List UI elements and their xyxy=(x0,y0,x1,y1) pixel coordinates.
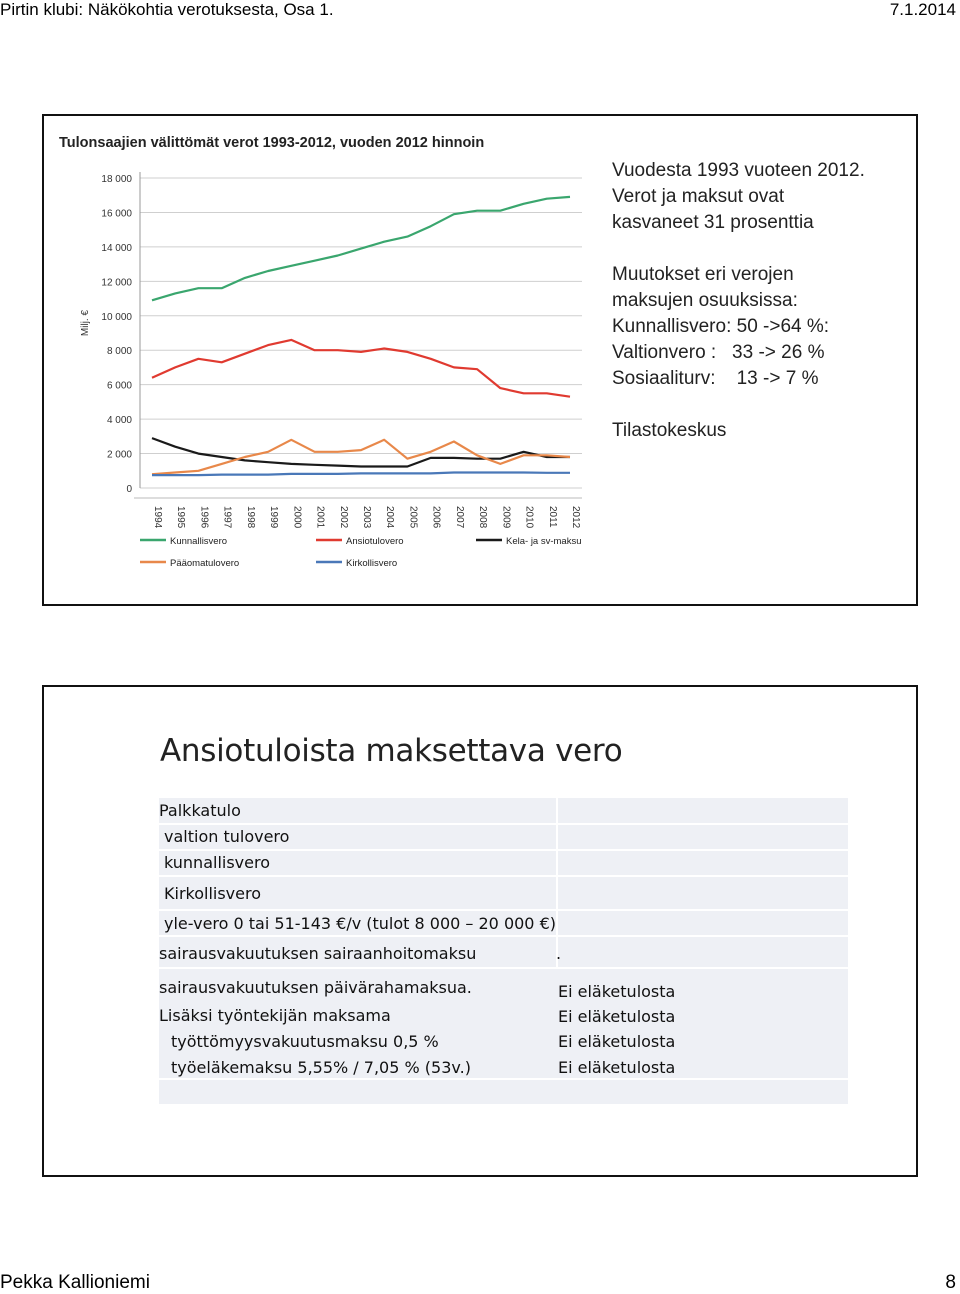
table-row: työttömyysvakuutusmaksu 0,5 % xyxy=(171,1032,439,1051)
table-cell-right: Ei eläketulosta xyxy=(558,1007,676,1026)
x-tick-label: 2009 xyxy=(500,506,512,529)
x-tick-label: 1996 xyxy=(198,506,210,529)
slide-text-line: kasvaneet 31 prosenttia xyxy=(612,212,814,233)
x-tick-label: 2000 xyxy=(291,506,303,529)
x-tick-label: 1994 xyxy=(152,506,163,529)
page-number: 8 xyxy=(945,1272,956,1293)
series-line-2 xyxy=(152,340,570,397)
y-tick-label: 18 000 xyxy=(101,174,132,185)
y-tick-label: 2 000 xyxy=(106,449,132,461)
table-row: sairausvakuutuksen sairaanhoitomaksu xyxy=(159,944,477,963)
slide-text-line: Sosiaaliturv: 13 -> 7 % xyxy=(612,368,819,389)
y-tick-label: 0 xyxy=(126,484,132,495)
y-tick-label: 8 000 xyxy=(106,346,132,358)
y-tick-label: 12 000 xyxy=(101,277,132,289)
y-tick-label: 14 000 xyxy=(101,242,132,254)
x-tick-label: 2011 xyxy=(546,506,558,528)
table-cell-right: Ei eläketulosta xyxy=(558,1058,676,1077)
table-row: työeläkemaksu 5,55% / 7,05 % (53v.) xyxy=(171,1058,471,1077)
x-tick-label: 2001 xyxy=(314,506,326,529)
table-cell-right: Ei eläketulosta xyxy=(558,1032,676,1051)
y-tick-label: 6 000 xyxy=(106,380,132,392)
x-tick-label: 1999 xyxy=(268,506,280,529)
x-tick-label: 1997 xyxy=(221,506,233,529)
chart-title: Tulonsaajien välittömät verot 1993-2012, vuoden 2012 hinnoin xyxy=(59,135,485,151)
legend-label: Kirkollisvero xyxy=(346,558,398,569)
legend-label: Ansiotulovero xyxy=(346,536,404,547)
slide-title: Ansiotuloista maksettava vero xyxy=(160,733,623,769)
line-chart xyxy=(58,158,598,583)
slide-text-line: maksujen osuuksissa: xyxy=(612,290,798,311)
slide-text-line: Verot ja maksut ovat xyxy=(612,186,785,207)
slide-text-line: Valtionvero : 33 -> 26 % xyxy=(612,342,825,363)
table-row: Palkkatulo xyxy=(159,801,241,820)
table-row: valtion tulovero xyxy=(164,827,290,846)
x-tick-label: 2008 xyxy=(477,506,489,529)
x-tick-label: 2007 xyxy=(453,506,465,529)
legend-label: Kela- ja sv-maksu xyxy=(506,536,582,547)
table-row: yle-vero 0 tai 51-143 €/v (tulot 8 000 – 20 000 €) xyxy=(164,914,556,933)
slide-tax-table xyxy=(42,685,918,1177)
x-tick-label: 2010 xyxy=(523,506,535,529)
series-line-5 xyxy=(152,473,570,476)
table-row: kunnallisvero xyxy=(164,853,270,872)
table-row: sairausvakuutuksen päivärahamaksua. xyxy=(159,978,472,997)
x-tick-label: 1995 xyxy=(175,506,187,529)
x-tick-label: 2003 xyxy=(361,506,372,529)
slide-chart xyxy=(42,114,918,606)
x-tick-label: 2012 xyxy=(570,506,581,529)
y-tick-label: 4 000 xyxy=(106,415,132,427)
x-tick-label: 2006 xyxy=(430,506,442,529)
table-dot: . xyxy=(556,944,562,963)
y-axis-label: Milj. € xyxy=(80,309,91,337)
header-date: 7.1.2014 xyxy=(889,0,956,19)
x-tick-label: 2004 xyxy=(384,506,396,529)
slide-text-line: Vuodesta 1993 vuoteen 2012. xyxy=(612,160,865,181)
header-title: Pirtin klubi: Näkökohtia verotuksesta, Osa 1. xyxy=(0,0,334,19)
y-tick-label: 10 000 xyxy=(101,311,132,323)
slide-text-line: Kunnallisvero: 50 ->64 %: xyxy=(612,316,830,337)
legend-label: Kunnallisvero xyxy=(170,536,228,547)
x-tick-label: 1998 xyxy=(244,506,256,529)
table-row: Lisäksi työntekijän maksama xyxy=(159,1006,391,1025)
x-tick-label: 2002 xyxy=(337,506,349,529)
table-cell-right: Ei eläketulosta xyxy=(558,982,676,1001)
y-tick-label: 16 000 xyxy=(101,208,132,220)
slide-text-line: Tilastokeskus xyxy=(612,420,727,441)
legend-label: Pääomatulovero xyxy=(170,558,240,569)
slide-text-line: Muutokset eri verojen xyxy=(612,264,794,285)
x-tick-label: 2005 xyxy=(407,506,419,529)
footer-author: Pekka Kallioniemi xyxy=(0,1272,150,1293)
table-row: Kirkollisvero xyxy=(164,884,261,903)
